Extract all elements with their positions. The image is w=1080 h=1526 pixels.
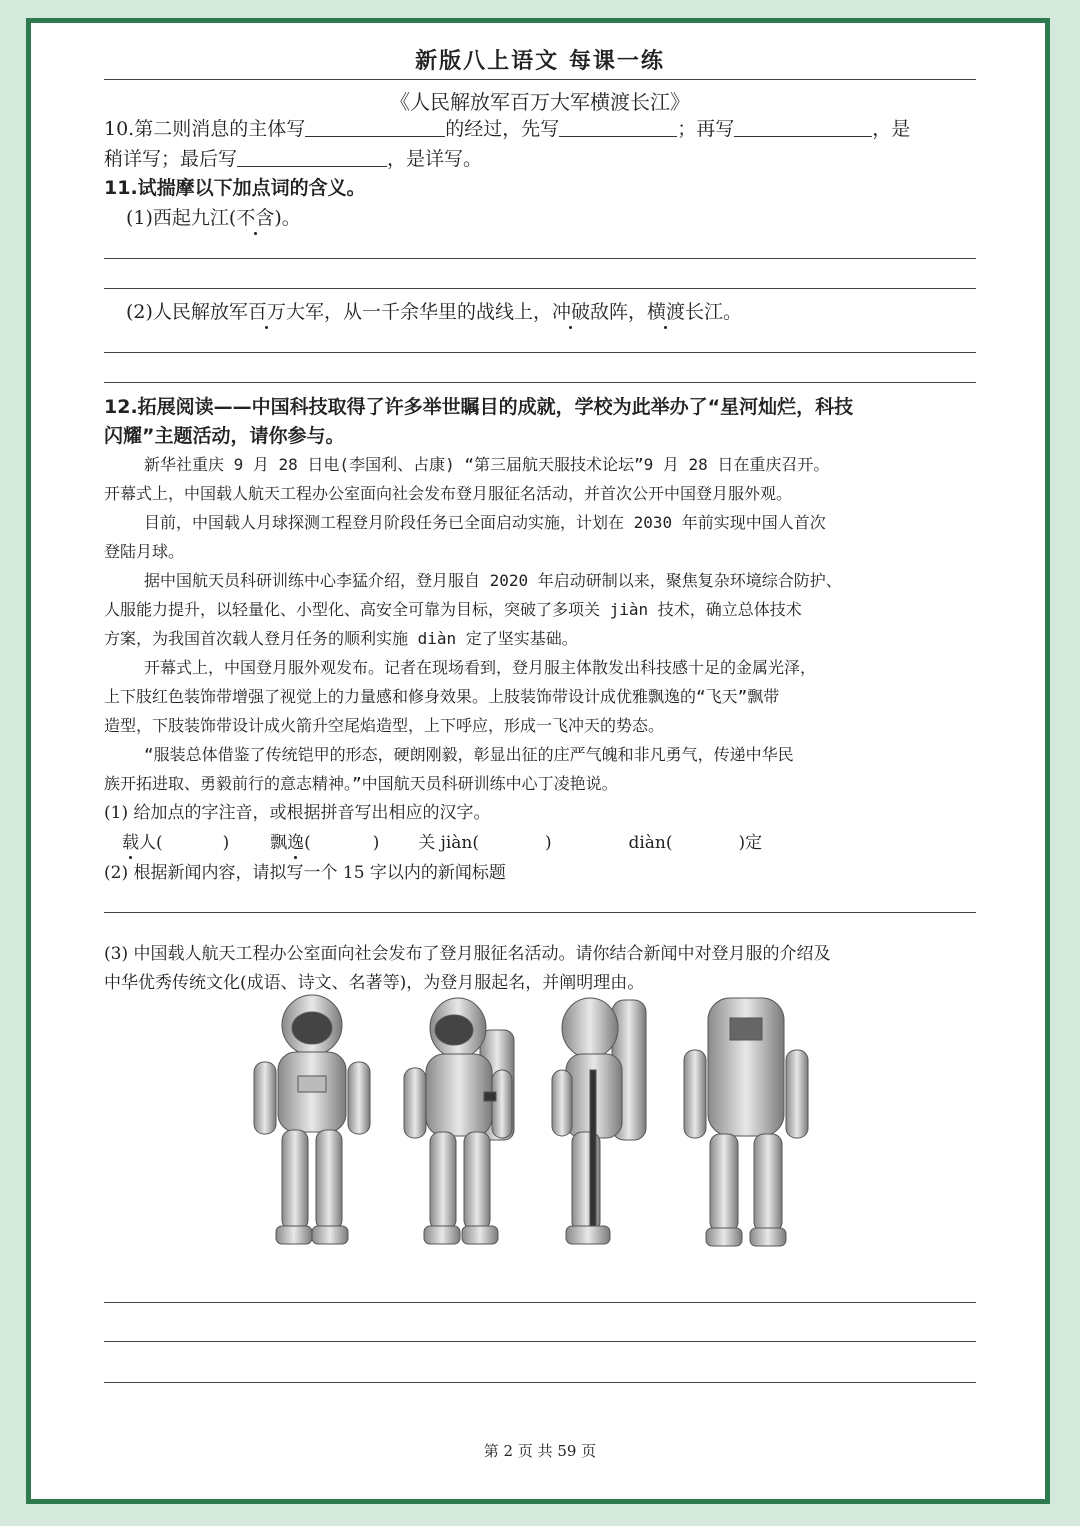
answer-blank[interactable]	[305, 118, 445, 137]
question-11-item-1: (1)西起九江(不含)。	[126, 207, 301, 229]
question-12-title-1: 12.拓展阅读——中国科技取得了许多举世瞩目的成就，学校为此举办了“星河灿烂，科技	[104, 396, 854, 418]
dotted-char: 逸	[287, 833, 305, 853]
header-rule	[104, 79, 976, 80]
answer-blank[interactable]	[559, 118, 677, 137]
answer-line[interactable]	[104, 288, 976, 289]
spacesuit-angled-view	[404, 998, 514, 1244]
news-line: 新华社重庆 9 月 28 日电(李国利、占康) “第三届航天服技术论坛”9 月 28 日在重庆召开。	[144, 455, 830, 474]
news-line: 方案，为我国首次载人登月任务的顺利实施 diàn 定了坚实基础。	[104, 629, 578, 648]
dotted-word: 不含	[236, 207, 275, 229]
news-line: 开幕式上，中国载人航天工程办公室面向社会发布登月服征名活动，并首次公开中国登月服外观。	[104, 484, 793, 503]
question-11-title: 11.试揣摩以下加点词的含义。	[104, 177, 366, 199]
answer-line[interactable]	[104, 1341, 976, 1342]
spacesuit-front-view	[254, 995, 370, 1244]
answer-line[interactable]	[104, 912, 976, 913]
news-line: “服装总体借鉴了传统铠甲的形态，硬朗刚毅，彰显出征的庄严气魄和非凡勇气，传递中华民	[144, 745, 794, 764]
page-footer: 第 2 页 共 59 页	[483, 1442, 597, 1460]
question-11-item-2: (2)人民解放军百万大军，从一千余华里的战线上，冲破敌阵，横渡长江。	[126, 301, 743, 323]
question-12-title-2: 闪耀”主题活动，请你参与。	[104, 425, 345, 447]
dotted-word: 横渡	[646, 301, 685, 323]
header-title: 新版八上语文 每课一练	[415, 49, 665, 74]
question-10-line-1: 10.第二则消息的主体写 的经过，先写 ；再写 ，是	[104, 118, 911, 140]
news-line: 目前，中国载人月球探测工程登月阶段任务已全面启动实施，计划在 2030 年前实现中国人首次	[144, 513, 826, 532]
answer-line[interactable]	[104, 1382, 976, 1383]
news-line: 族开拓进取、勇毅前行的意志精神。”中国航天员科研训练中心丁凌艳说。	[104, 774, 618, 793]
answer-line[interactable]	[104, 258, 976, 259]
answer-line[interactable]	[104, 1302, 976, 1303]
news-line: 开幕式上，中国登月服外观发布。记者在现场看到，登月服主体散发出科技感十足的金属光泽，	[144, 658, 817, 677]
answer-line[interactable]	[104, 352, 976, 353]
answer-blank[interactable]	[734, 118, 872, 137]
news-line: 据中国航天员科研训练中心李猛介绍，登月服自 2020 年启动研制以来，聚焦复杂环境综合防护、	[144, 571, 842, 590]
sub-question-3-line-1: (3) 中国载人航天工程办公室面向社会发布了登月服征名活动。请你结合新闻中对登月服的介绍及	[104, 944, 831, 964]
sub-question-2: (2) 根据新闻内容，请拟写一个 15 字以内的新闻标题	[104, 863, 506, 883]
answer-blank[interactable]	[237, 148, 387, 167]
dotted-char: 载	[122, 833, 139, 853]
lesson-title: 《人民解放军百万大军横渡长江》	[390, 90, 690, 114]
news-line: 造型，下肢装饰带设计成火箭升空尾焰造型，上下呼应，形成一飞冲天的势态。	[104, 716, 665, 735]
spacesuit-back-view	[684, 998, 808, 1246]
dotted-word: 冲破	[551, 301, 590, 323]
spacesuit-side-view	[552, 998, 646, 1244]
question-10-line-2: 稍详写；最后写 ，是详写。	[104, 148, 483, 170]
pinyin-row: 载人( ) 飘逸( ) 关 jiàn( ) diàn( )定	[122, 833, 763, 853]
sub-question-3-line-2: 中华优秀传统文化(成语、诗文、名著等)，为登月服起名，并阐明理由。	[104, 973, 645, 993]
dotted-word: 百万	[247, 301, 286, 323]
news-line: 上下肢红色装饰带增强了视觉上的力量感和修身效果。上肢装饰带设计成优雅飘逸的“飞天”飘带	[104, 687, 780, 706]
answer-line[interactable]	[104, 382, 976, 383]
news-line: 登陆月球。	[104, 542, 185, 561]
sub-question-1: (1) 给加点的字注音，或根据拼音写出相应的汉字。	[104, 803, 491, 823]
spacesuit-illustration	[240, 990, 820, 1252]
news-line: 人服能力提升，以轻量化、小型化、高安全可靠为目标，突破了多项关 jiàn 技术，确立总体技术	[104, 600, 802, 619]
